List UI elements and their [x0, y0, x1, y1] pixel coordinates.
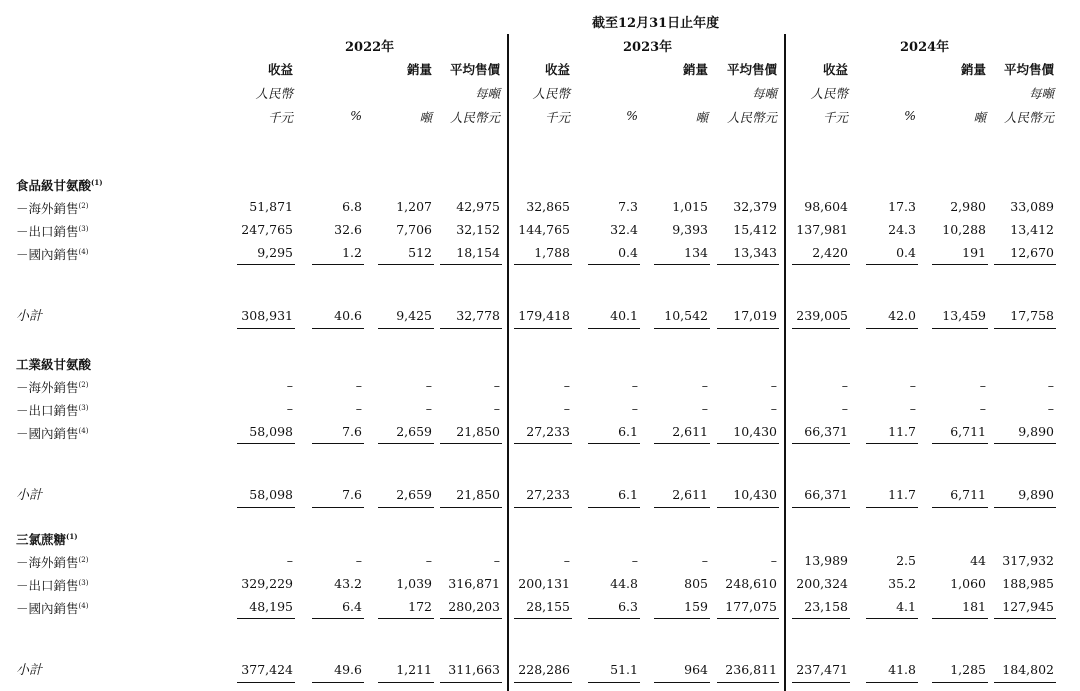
subtotal-underline — [792, 507, 850, 508]
column-header: 人民幣元 — [1003, 110, 1054, 125]
subtotal-cell: 237,471 — [796, 662, 848, 677]
table-cell: 51,871 — [249, 199, 293, 214]
subtotal-underline — [440, 507, 502, 508]
subtotal-underline — [866, 682, 918, 683]
subtotal-underline — [792, 682, 850, 683]
table-cell: 805 — [684, 576, 708, 591]
table-cell: 191 — [962, 245, 986, 260]
table-cell: – — [563, 378, 570, 393]
subtotal-underline — [588, 682, 640, 683]
table-cell: – — [286, 401, 293, 416]
column-underline — [717, 618, 779, 619]
table-cell: – — [701, 553, 708, 568]
year-header: 2024年 — [900, 40, 950, 55]
row-label-text: －海外銷售 — [16, 380, 79, 395]
column-header: 千元 — [544, 110, 570, 125]
row-label — [16, 378, 88, 396]
table-cell: 248,610 — [725, 576, 777, 591]
column-header: 千元 — [822, 110, 848, 125]
column-header: 平均售價 — [1003, 62, 1054, 77]
table-cell: – — [286, 553, 293, 568]
table-cell: 13,343 — [733, 245, 777, 260]
column-underline — [994, 264, 1056, 265]
table-cell: 0.4 — [618, 245, 638, 260]
column-underline — [717, 443, 779, 444]
table-cell: – — [979, 401, 986, 416]
subtotal-cell: 311,663 — [448, 662, 500, 677]
column-underline — [994, 618, 1056, 619]
column-underline — [312, 443, 364, 444]
table-cell: 1,060 — [950, 576, 986, 591]
footnote-marker: (2) — [78, 555, 89, 564]
subtotal-underline — [994, 328, 1056, 329]
table-cell: – — [631, 378, 638, 393]
footnote-marker: (2) — [78, 201, 89, 210]
table-cell: 11.7 — [888, 424, 916, 439]
subtotal-underline — [866, 328, 918, 329]
row-label — [16, 553, 88, 571]
column-underline — [866, 443, 918, 444]
column-underline — [312, 618, 364, 619]
subtotal-cell: 6,711 — [950, 487, 986, 502]
table-cell: 181 — [962, 599, 986, 614]
column-underline — [792, 618, 850, 619]
subtotal-underline — [588, 507, 640, 508]
column-underline — [588, 264, 640, 265]
subtotal-underline — [312, 682, 364, 683]
column-header: 平均售價 — [449, 62, 500, 77]
column-underline — [866, 618, 918, 619]
row-label — [16, 401, 88, 419]
column-underline — [440, 618, 502, 619]
table-cell: – — [493, 401, 500, 416]
table-cell: – — [841, 401, 848, 416]
column-underline — [440, 443, 502, 444]
row-label-text: －海外銷售 — [16, 555, 79, 570]
subtotal-cell: 10,430 — [733, 487, 777, 502]
row-label-text: －出口銷售 — [16, 224, 79, 239]
subtotal-underline — [440, 682, 502, 683]
table-cell: 32.6 — [334, 222, 362, 237]
column-header: 人民幣 — [532, 86, 570, 101]
section-title-text: 工業級甘氨酸 — [16, 357, 92, 372]
table-cell: – — [841, 378, 848, 393]
column-header: 千元 — [267, 110, 293, 125]
table-cell: – — [563, 553, 570, 568]
subtotal-cell: 51.1 — [610, 662, 638, 677]
table-cell: – — [701, 378, 708, 393]
table-cell: 2.5 — [896, 553, 916, 568]
table-cell: – — [701, 401, 708, 416]
subtotal-cell: 184,802 — [1002, 662, 1054, 677]
subtotal-cell: 11.7 — [888, 487, 916, 502]
table-cell: 48,195 — [249, 599, 293, 614]
section-title — [16, 355, 91, 373]
table-cell: 32.4 — [610, 222, 638, 237]
year-header: 2022年 — [345, 40, 395, 55]
subtotal-underline — [792, 328, 850, 329]
subtotal-cell: 228,286 — [518, 662, 570, 677]
row-label-text: －出口銷售 — [16, 578, 79, 593]
subtotal-cell: 42.0 — [888, 308, 916, 323]
column-underline — [514, 618, 572, 619]
footnote-marker: (4) — [78, 247, 89, 256]
period-header: 截至12月31日止年度 — [592, 16, 720, 31]
row-label — [16, 222, 88, 240]
row-label-text: －海外銷售 — [16, 201, 79, 216]
table-cell: – — [355, 401, 362, 416]
table-cell: 7.6 — [342, 424, 362, 439]
table-cell: 144,765 — [518, 222, 570, 237]
subtotal-underline — [717, 328, 779, 329]
subtotal-cell: 1,285 — [950, 662, 986, 677]
subtotal-underline — [440, 328, 502, 329]
subtotal-cell: 6.1 — [618, 487, 638, 502]
subtotal-underline — [654, 682, 710, 683]
column-underline — [588, 443, 640, 444]
subtotal-cell: 21,850 — [456, 487, 500, 502]
column-underline — [378, 264, 434, 265]
subtotal-cell: 308,931 — [241, 308, 293, 323]
subtotal-underline — [866, 507, 918, 508]
table-cell: 10,430 — [733, 424, 777, 439]
subtotal-underline — [654, 507, 710, 508]
table-cell: 10,288 — [942, 222, 986, 237]
subtotal-underline — [237, 682, 295, 683]
table-cell: 1.2 — [342, 245, 362, 260]
table-cell: 27,233 — [526, 424, 570, 439]
subtotal-underline — [588, 328, 640, 329]
column-header: 人民幣 — [810, 86, 848, 101]
column-header: 銷量 — [960, 62, 986, 77]
subtotal-cell: 10,542 — [664, 308, 708, 323]
table-cell: – — [631, 401, 638, 416]
section-title — [16, 530, 78, 548]
table-cell: – — [1047, 401, 1054, 416]
table-cell: 134 — [684, 245, 708, 260]
table-cell: 329,229 — [241, 576, 293, 591]
column-header: 噸 — [973, 110, 986, 125]
column-underline — [378, 443, 434, 444]
column-header: 噸 — [695, 110, 708, 125]
section-title — [16, 176, 103, 194]
row-label — [16, 245, 88, 263]
table-cell: 7.3 — [618, 199, 638, 214]
column-underline — [866, 264, 918, 265]
table-cell: 18,154 — [456, 245, 500, 260]
column-header: 收益 — [267, 62, 293, 77]
table-cell: – — [770, 378, 777, 393]
subtotal-underline — [994, 682, 1056, 683]
table-cell: 43.2 — [334, 576, 362, 591]
subtotal-cell: 32,778 — [456, 308, 500, 323]
column-underline — [717, 264, 779, 265]
table-cell: 32,152 — [456, 222, 500, 237]
table-cell: 200,131 — [518, 576, 570, 591]
table-cell: 317,932 — [1002, 553, 1054, 568]
table-cell: 44.8 — [610, 576, 638, 591]
subtotal-underline — [514, 507, 572, 508]
column-header: 每噸 — [474, 86, 500, 101]
footnote-marker: (3) — [78, 403, 89, 412]
table-cell: 12,670 — [1010, 245, 1054, 260]
column-underline — [378, 618, 434, 619]
table-cell: 32,379 — [733, 199, 777, 214]
table-cell: – — [909, 401, 916, 416]
subtotal-underline — [717, 682, 779, 683]
subtotal-cell: 58,098 — [249, 487, 293, 502]
table-cell: 6,711 — [950, 424, 986, 439]
table-cell: 9,295 — [257, 245, 293, 260]
table-cell: 9,393 — [672, 222, 708, 237]
table-cell: 44 — [970, 553, 986, 568]
table-cell: 1,788 — [534, 245, 570, 260]
subtotal-cell: 17,758 — [1010, 308, 1054, 323]
table-cell: – — [493, 378, 500, 393]
table-cell: 21,850 — [456, 424, 500, 439]
table-cell: – — [425, 378, 432, 393]
column-underline — [237, 443, 295, 444]
table-cell: 4.1 — [896, 599, 916, 614]
table-cell: 1,207 — [396, 199, 432, 214]
subtotal-cell: 40.1 — [610, 308, 638, 323]
row-label-text: －國內銷售 — [16, 601, 79, 616]
table-cell: – — [425, 401, 432, 416]
section-title-text: 三氯蔗糖 — [16, 532, 67, 547]
table-cell: 2,420 — [812, 245, 848, 260]
table-cell: 7,706 — [396, 222, 432, 237]
column-header: 人民幣 — [255, 86, 293, 101]
table-cell: – — [770, 401, 777, 416]
table-cell: 24.3 — [888, 222, 916, 237]
table-cell: 200,324 — [796, 576, 848, 591]
year-header: 2023年 — [623, 40, 673, 55]
subtotal-cell: 40.6 — [334, 308, 362, 323]
table-cell: 316,871 — [448, 576, 500, 591]
column-underline — [237, 264, 295, 265]
column-underline — [514, 443, 572, 444]
subtotal-label: 小計 — [16, 309, 43, 324]
column-header: 銷量 — [682, 62, 708, 77]
table-cell: 247,765 — [241, 222, 293, 237]
footnote-marker: (3) — [78, 578, 89, 587]
column-underline — [440, 264, 502, 265]
table-cell: – — [425, 553, 432, 568]
table-cell: – — [355, 553, 362, 568]
column-header: % — [350, 108, 362, 123]
table-cell: 1,039 — [396, 576, 432, 591]
subtotal-label: 小計 — [16, 488, 43, 503]
column-underline — [514, 264, 572, 265]
table-cell: 188,985 — [1002, 576, 1054, 591]
subtotal-cell: 236,811 — [725, 662, 777, 677]
footnote-marker: (3) — [78, 224, 89, 233]
column-underline — [932, 618, 988, 619]
subtotal-cell: 17,019 — [733, 308, 777, 323]
subtotal-cell: 27,233 — [526, 487, 570, 502]
table-cell: 6.1 — [618, 424, 638, 439]
column-underline — [654, 443, 710, 444]
column-header: 平均售價 — [726, 62, 777, 77]
subtotal-underline — [932, 682, 988, 683]
column-separator — [784, 34, 786, 691]
column-header: 人民幣元 — [449, 110, 500, 125]
table-cell: 6.8 — [342, 199, 362, 214]
subtotal-cell: 9,890 — [1018, 487, 1054, 502]
column-header: 每噸 — [751, 86, 777, 101]
table-cell: 66,371 — [804, 424, 848, 439]
table-cell: 33,089 — [1010, 199, 1054, 214]
table-cell: – — [631, 553, 638, 568]
subtotal-underline — [312, 328, 364, 329]
column-separator — [507, 34, 509, 691]
table-cell: 23,158 — [804, 599, 848, 614]
subtotal-underline — [514, 682, 572, 683]
column-header: 人民幣元 — [726, 110, 777, 125]
subtotal-cell: 66,371 — [804, 487, 848, 502]
table-cell: 15,412 — [733, 222, 777, 237]
subtotal-cell: 1,211 — [396, 662, 432, 677]
column-header: % — [626, 108, 638, 123]
row-label — [16, 576, 88, 594]
table-cell: 28,155 — [526, 599, 570, 614]
table-cell: 2,659 — [396, 424, 432, 439]
subtotal-cell: 2,611 — [672, 487, 708, 502]
subtotal-underline — [514, 328, 572, 329]
table-cell: – — [286, 378, 293, 393]
row-label — [16, 199, 88, 217]
subtotal-cell: 239,005 — [796, 308, 848, 323]
table-cell: 2,980 — [950, 199, 986, 214]
column-header: % — [904, 108, 916, 123]
table-cell: 35.2 — [888, 576, 916, 591]
column-underline — [237, 618, 295, 619]
table-cell: 58,098 — [249, 424, 293, 439]
subtotal-underline — [994, 507, 1056, 508]
subtotal-cell: 9,425 — [396, 308, 432, 323]
row-label — [16, 599, 88, 617]
subtotal-cell: 179,418 — [518, 308, 570, 323]
subtotal-cell: 41.8 — [888, 662, 916, 677]
table-cell: – — [1047, 378, 1054, 393]
column-underline — [312, 264, 364, 265]
subtotal-underline — [378, 682, 434, 683]
subtotal-cell: 49.6 — [334, 662, 362, 677]
table-cell: 1,015 — [672, 199, 708, 214]
subtotal-underline — [378, 328, 434, 329]
column-underline — [654, 264, 710, 265]
footnote-marker: (4) — [78, 426, 89, 435]
table-cell: 32,865 — [526, 199, 570, 214]
subtotal-cell: 377,424 — [241, 662, 293, 677]
column-underline — [994, 443, 1056, 444]
subtotal-underline — [932, 328, 988, 329]
section-title-text: 食品級甘氨酸 — [16, 178, 92, 193]
subtotal-underline — [312, 507, 364, 508]
table-cell: 9,890 — [1018, 424, 1054, 439]
table-cell: – — [493, 553, 500, 568]
footnote-marker: (1) — [91, 177, 103, 187]
footnote-marker: (2) — [78, 380, 89, 389]
column-header: 噸 — [419, 110, 432, 125]
table-cell: – — [355, 378, 362, 393]
subtotal-underline — [932, 507, 988, 508]
table-cell: 172 — [408, 599, 432, 614]
column-underline — [932, 443, 988, 444]
column-underline — [792, 264, 850, 265]
table-cell: 2,611 — [672, 424, 708, 439]
column-underline — [792, 443, 850, 444]
column-header: 銷量 — [406, 62, 432, 77]
table-cell: 512 — [408, 245, 432, 260]
table-cell: 42,975 — [456, 199, 500, 214]
column-underline — [654, 618, 710, 619]
table-cell: 13,412 — [1010, 222, 1054, 237]
table-cell: – — [770, 553, 777, 568]
table-cell: – — [979, 378, 986, 393]
table-cell: – — [563, 401, 570, 416]
table-cell: 159 — [684, 599, 708, 614]
table-cell: 6.4 — [342, 599, 362, 614]
column-underline — [932, 264, 988, 265]
row-label-text: －國內銷售 — [16, 247, 79, 262]
subtotal-cell: 2,659 — [396, 487, 432, 502]
column-underline — [588, 618, 640, 619]
table-cell: 0.4 — [896, 245, 916, 260]
subtotal-cell: 7.6 — [342, 487, 362, 502]
table-cell: 13,989 — [804, 553, 848, 568]
row-label-text: －國內銷售 — [16, 426, 79, 441]
subtotal-label: 小計 — [16, 663, 43, 678]
subtotal-underline — [237, 507, 295, 508]
footnote-marker: (1) — [66, 531, 78, 541]
column-header: 每噸 — [1028, 86, 1054, 101]
table-cell: 127,945 — [1002, 599, 1054, 614]
row-label-text: －出口銷售 — [16, 403, 79, 418]
table-cell: 280,203 — [448, 599, 500, 614]
subtotal-cell: 964 — [684, 662, 708, 677]
table-cell: 6.3 — [618, 599, 638, 614]
column-header: 收益 — [822, 62, 848, 77]
footnote-marker: (4) — [78, 601, 89, 610]
table-cell: 98,604 — [804, 199, 848, 214]
column-header: 收益 — [544, 62, 570, 77]
subtotal-underline — [717, 507, 779, 508]
subtotal-underline — [654, 328, 710, 329]
table-cell: 177,075 — [725, 599, 777, 614]
table-cell: 17.3 — [888, 199, 916, 214]
subtotal-underline — [378, 507, 434, 508]
table-cell: – — [909, 378, 916, 393]
subtotal-underline — [237, 328, 295, 329]
row-label — [16, 424, 88, 442]
table-cell: 137,981 — [796, 222, 848, 237]
subtotal-cell: 13,459 — [942, 308, 986, 323]
